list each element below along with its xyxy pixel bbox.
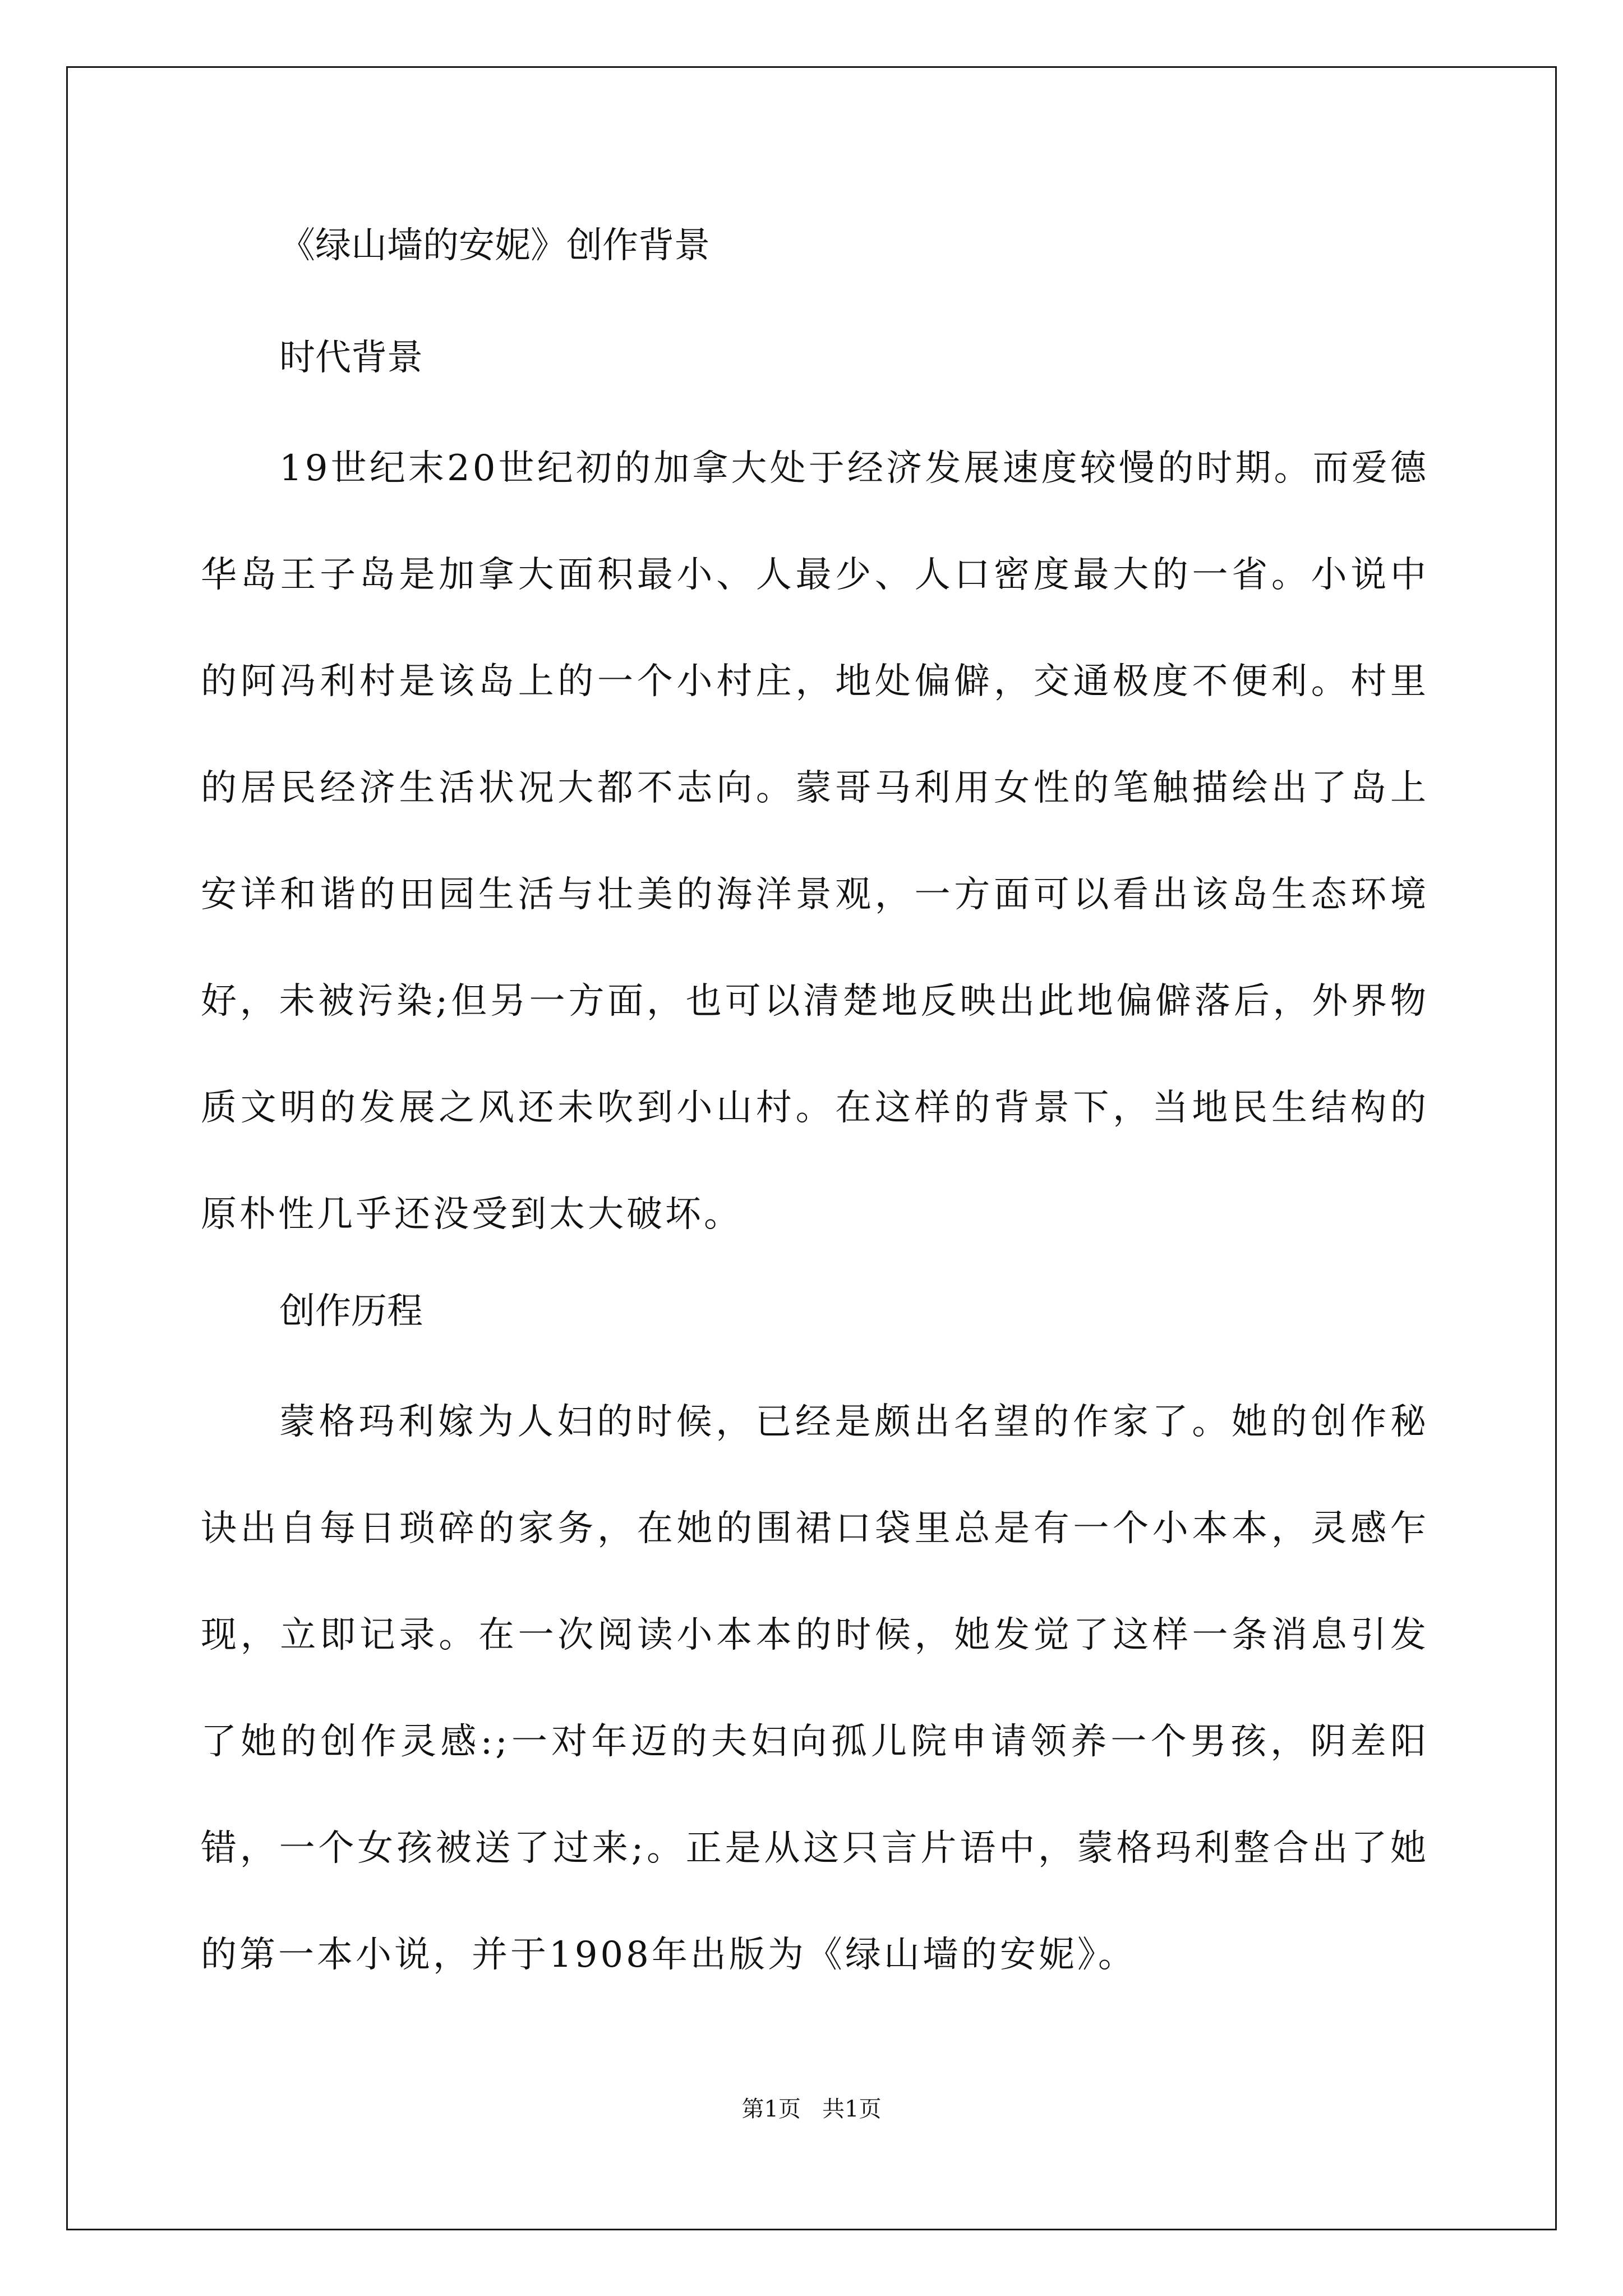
document-title: 《绿山墙的安妮》创作背景 <box>279 225 710 266</box>
section-heading-creation-process: 创作历程 <box>279 1291 423 1332</box>
paragraph-creation-process: 蒙格玛利嫁为人妇的时候，已经是颇出名望的作家了。她的创作秘诀出自每日琐碎的家务，在她的围裙口袋里总是有一个小本本，灵感乍现，立即记录。在一次阅读小本本的时候，她发觉了这样一条消息引发了她的创作灵感:;一对年迈的夫妇向孤儿院申请领养一个男孩，阴差阳错，一个女孩被送了过来;。正是从这只言片语中，蒙格玛利整合出了她的第一本小说，并于1908年出版为《绿山墙的安妮》。 <box>201 1401 1429 1976</box>
section-heading-era-background: 时代背景 <box>279 337 423 379</box>
page-number-footer: 第1页 共1页 <box>741 2096 882 2122</box>
paragraph-era-background: 19世纪末20世纪初的加拿大处于经济发展速度较慢的时期。而爱德华岛王子岛是加拿大面积最小、人最少、人口密度最大的一省。小说中的阿冯利村是该岛上的一个小村庄，地处偏僻，交通极度不便利。村里的居民经济生活状况大都不志向。蒙哥马利用女性的笔触描绘出了岛上安详和谐的田园生活与壮美的海洋景观，一方面可以看出该岛生态环境好，未被污染;但另一方面，也可以清楚地反映出此地偏僻落后，外界物质文明的发展之风还未吹到小山村。在这样的背景下，当地民生结构的原朴性几乎还没受到太大破坏。 <box>201 448 1429 1235</box>
